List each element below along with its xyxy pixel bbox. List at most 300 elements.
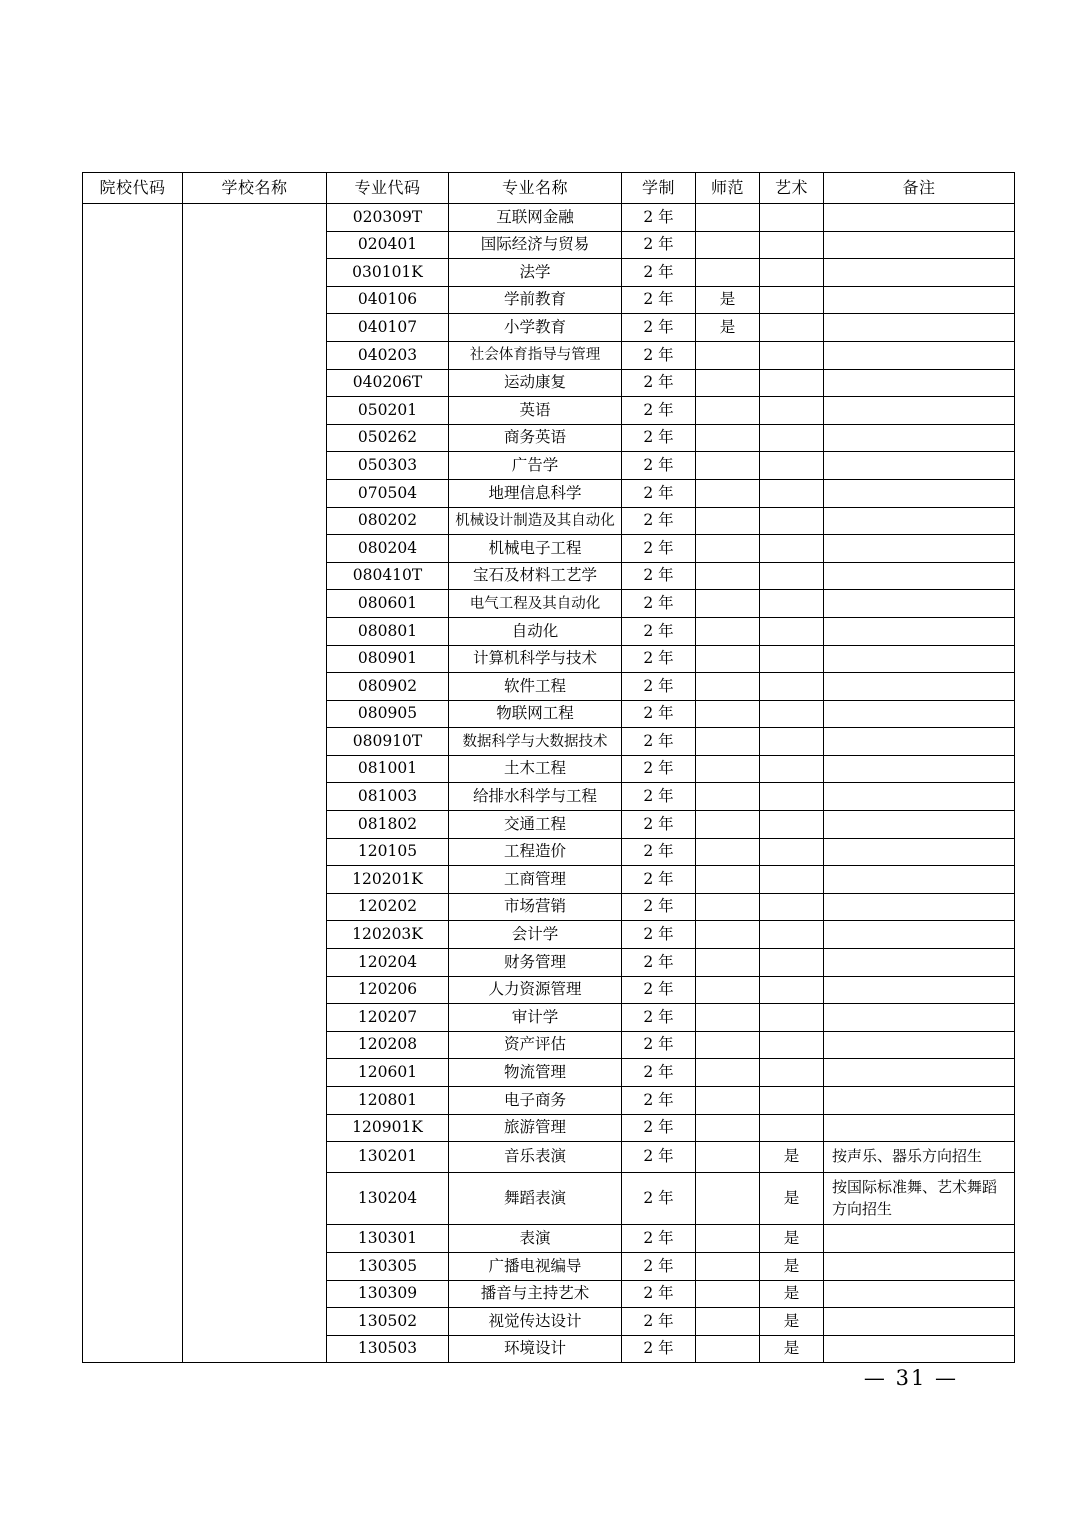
cell-study-length-text: 2 年 xyxy=(643,1284,674,1303)
cell-major-code-text: 120901K xyxy=(352,1118,423,1137)
cell-art xyxy=(760,479,824,507)
cell-normal xyxy=(696,645,760,673)
cell-major-name xyxy=(449,341,622,369)
major-table-container xyxy=(82,172,1014,1363)
cell-remark xyxy=(824,783,1015,811)
cell-major-name-text: 播音与主持艺术 xyxy=(480,1284,590,1303)
cell-normal xyxy=(696,866,760,894)
cell-study-length xyxy=(622,479,696,507)
cell-remark xyxy=(824,1308,1015,1336)
cell-study-length-text: 2 年 xyxy=(643,1229,674,1248)
cell-normal-text xyxy=(696,435,759,441)
cell-major-code xyxy=(327,645,449,673)
cell-major-name xyxy=(449,838,622,866)
cell-normal-text xyxy=(696,352,759,358)
cell-normal xyxy=(696,1225,760,1253)
table-body xyxy=(83,204,1015,1363)
cell-major-code xyxy=(327,728,449,756)
cell-major-code-text: 080801 xyxy=(357,621,418,640)
cell-major-name xyxy=(449,893,622,921)
cell-art-text: 是 xyxy=(783,1256,800,1275)
header-major-code-label: 专业代码 xyxy=(354,178,421,197)
cell-art xyxy=(760,1308,824,1336)
cell-normal-text xyxy=(696,573,759,579)
cell-major-name-text: 社会体育指导与管理 xyxy=(469,347,601,364)
cell-normal xyxy=(696,893,760,921)
cell-art-text xyxy=(760,656,823,662)
cell-major-name xyxy=(449,452,622,480)
cell-major-name xyxy=(449,1087,622,1115)
cell-major-code xyxy=(327,1142,449,1173)
cell-art xyxy=(760,811,824,839)
cell-art-text xyxy=(760,987,823,993)
cell-normal-text xyxy=(696,1263,759,1269)
cell-remark-text xyxy=(824,820,1014,828)
cell-major-name-text: 计算机科学与技术 xyxy=(472,649,597,668)
cell-normal xyxy=(696,507,760,535)
cell-normal xyxy=(696,1114,760,1142)
cell-art-text xyxy=(760,545,823,551)
cell-study-length xyxy=(622,397,696,425)
cell-study-length-text: 2 年 xyxy=(643,1189,674,1207)
cell-remark-text xyxy=(824,876,1014,884)
cell-major-code-text: 130503 xyxy=(357,1339,418,1358)
header-major-name-label: 专业名称 xyxy=(501,178,568,197)
cell-art xyxy=(760,424,824,452)
cell-major-name xyxy=(449,397,622,425)
cell-study-length xyxy=(622,811,696,839)
cell-art xyxy=(760,921,824,949)
cell-major-code-text: 040106 xyxy=(357,290,418,309)
cell-major-name xyxy=(449,286,622,314)
cell-art xyxy=(760,783,824,811)
cell-study-length xyxy=(622,949,696,977)
cell-major-code-text: 080901 xyxy=(357,649,418,668)
cell-major-name xyxy=(449,1059,622,1087)
cell-study-length-text: 2 年 xyxy=(643,814,674,833)
cell-major-name-text: 电气工程及其自动化 xyxy=(469,595,601,612)
cell-major-name xyxy=(449,1253,622,1281)
cell-art-text: 是 xyxy=(783,1147,800,1166)
cell-art-text xyxy=(760,518,823,524)
cell-remark-text xyxy=(824,958,1014,966)
cell-major-name-text: 市场营销 xyxy=(503,897,566,916)
cell-major-code-text: 130309 xyxy=(357,1284,418,1303)
cell-major-code xyxy=(327,507,449,535)
cell-normal xyxy=(696,1335,760,1363)
cell-major-name xyxy=(449,259,622,287)
cell-major-code xyxy=(327,1172,449,1225)
cell-remark-text xyxy=(824,406,1014,414)
cell-art xyxy=(760,341,824,369)
cell-normal-text xyxy=(696,739,759,745)
cell-remark xyxy=(824,314,1015,342)
cell-remark xyxy=(824,341,1015,369)
cell-major-name-text: 交通工程 xyxy=(503,814,566,833)
cell-major-name-text: 物联网工程 xyxy=(496,704,574,723)
cell-art-text xyxy=(760,214,823,220)
cell-study-length-text: 2 年 xyxy=(643,593,674,612)
cell-study-length xyxy=(622,645,696,673)
cell-art-text xyxy=(760,297,823,303)
cell-major-name-text: 土木工程 xyxy=(503,759,566,778)
cell-study-length xyxy=(622,286,696,314)
cell-remark-text xyxy=(824,517,1014,525)
cell-major-code xyxy=(327,314,449,342)
cell-remark-text xyxy=(824,738,1014,746)
cell-remark-text xyxy=(824,682,1014,690)
cell-normal-text: 是 xyxy=(719,317,736,336)
cell-major-code-text: 020401 xyxy=(357,235,418,254)
cell-major-code-text: 120208 xyxy=(357,1035,418,1054)
cell-normal-text xyxy=(696,849,759,855)
cell-normal-text xyxy=(696,269,759,275)
cell-art-text xyxy=(760,683,823,689)
cell-study-length-text: 2 年 xyxy=(643,428,674,447)
cell-normal xyxy=(696,1087,760,1115)
cell-art-text: 是 xyxy=(783,1229,800,1248)
cell-study-length-text: 2 年 xyxy=(643,897,674,916)
cell-normal-text xyxy=(696,628,759,634)
cell-major-code xyxy=(327,617,449,645)
cell-normal xyxy=(696,424,760,452)
cell-remark xyxy=(824,231,1015,259)
cell-remark xyxy=(824,562,1015,590)
cell-art xyxy=(760,1172,824,1225)
cell-remark xyxy=(824,1225,1015,1253)
cell-art-text xyxy=(760,1097,823,1103)
cell-major-name xyxy=(449,507,622,535)
cell-major-name-text: 机械设计制造及其自动化 xyxy=(455,512,615,529)
cell-major-code-text: 080902 xyxy=(357,676,418,695)
cell-art xyxy=(760,452,824,480)
cell-remark xyxy=(824,1253,1015,1281)
cell-study-length-text: 2 年 xyxy=(643,235,674,254)
cell-study-length xyxy=(622,259,696,287)
cell-major-name-text: 会计学 xyxy=(511,925,559,944)
cell-remark xyxy=(824,397,1015,425)
cell-normal xyxy=(696,259,760,287)
cell-normal xyxy=(696,617,760,645)
cell-study-length-text: 2 年 xyxy=(643,704,674,723)
cell-normal-text xyxy=(696,1125,759,1131)
cell-study-length xyxy=(622,893,696,921)
cell-major-code xyxy=(327,1253,449,1281)
cell-normal xyxy=(696,341,760,369)
table-header xyxy=(83,173,1015,204)
cell-art xyxy=(760,397,824,425)
cell-normal xyxy=(696,673,760,701)
cell-remark xyxy=(824,949,1015,977)
cell-major-name xyxy=(449,1280,622,1308)
cell-major-name xyxy=(449,535,622,563)
cell-major-code-text: 130502 xyxy=(357,1311,418,1330)
cell-study-length xyxy=(622,673,696,701)
cell-art xyxy=(760,590,824,618)
cell-study-length-text: 2 年 xyxy=(643,787,674,806)
cell-remark-text xyxy=(824,1318,1014,1326)
cell-normal xyxy=(696,535,760,563)
cell-remark xyxy=(824,673,1015,701)
cell-major-code xyxy=(327,590,449,618)
cell-major-code xyxy=(327,1031,449,1059)
cell-art xyxy=(760,535,824,563)
cell-remark xyxy=(824,811,1015,839)
cell-art-text xyxy=(760,380,823,386)
cell-study-length-text: 2 年 xyxy=(643,676,674,695)
cell-remark-text xyxy=(824,627,1014,635)
cell-major-code xyxy=(327,700,449,728)
cell-remark xyxy=(824,452,1015,480)
cell-art xyxy=(760,838,824,866)
cell-remark xyxy=(824,1031,1015,1059)
cell-study-length-text: 2 年 xyxy=(643,373,674,392)
cell-normal-text xyxy=(696,711,759,717)
cell-remark-text xyxy=(824,986,1014,994)
cell-major-code xyxy=(327,1059,449,1087)
cell-remark xyxy=(824,838,1015,866)
cell-normal-text xyxy=(696,407,759,413)
cell-art xyxy=(760,314,824,342)
cell-major-code xyxy=(327,976,449,1004)
cell-major-code-text: 081001 xyxy=(357,759,418,778)
cell-art-text xyxy=(760,766,823,772)
cell-art-text xyxy=(760,407,823,413)
cell-study-length xyxy=(622,341,696,369)
cell-major-name-text: 法学 xyxy=(519,262,551,281)
cell-major-name-text: 宝石及材料工艺学 xyxy=(472,566,597,585)
cell-art xyxy=(760,507,824,535)
cell-major-name xyxy=(449,1225,622,1253)
cell-study-length xyxy=(622,921,696,949)
cell-major-code-text: 050201 xyxy=(357,400,418,419)
cell-major-code xyxy=(327,1225,449,1253)
cell-normal-text: 是 xyxy=(719,290,736,309)
cell-major-code xyxy=(327,369,449,397)
cell-art xyxy=(760,893,824,921)
cell-art-text: 是 xyxy=(783,1311,800,1330)
cell-major-code-text: 030101K xyxy=(352,262,423,281)
cell-normal xyxy=(696,1142,760,1173)
cell-art-text xyxy=(760,463,823,469)
cell-art xyxy=(760,1087,824,1115)
cell-art xyxy=(760,369,824,397)
cell-remark-text xyxy=(824,1124,1014,1132)
cell-remark xyxy=(824,1172,1015,1225)
cell-major-name-text: 数据科学与大数据技术 xyxy=(462,733,608,750)
cell-normal-text xyxy=(696,1319,759,1325)
cell-normal-text xyxy=(696,932,759,938)
cell-major-code xyxy=(327,1308,449,1336)
cell-normal-text xyxy=(696,766,759,772)
cell-art-text xyxy=(760,794,823,800)
cell-remark-text xyxy=(824,1069,1014,1077)
cell-study-length xyxy=(622,866,696,894)
cell-normal-text xyxy=(696,1042,759,1048)
cell-major-name-text: 视觉传达设计 xyxy=(488,1311,582,1330)
cell-art-text xyxy=(760,352,823,358)
cell-major-name-text: 物流管理 xyxy=(503,1063,566,1082)
cell-study-length xyxy=(622,507,696,535)
cell-study-length xyxy=(622,231,696,259)
cell-remark-text: 按国际标准舞、艺术舞蹈方向招生 xyxy=(832,1177,998,1218)
cell-normal-text xyxy=(696,242,759,248)
cell-normal xyxy=(696,479,760,507)
cell-remark-text xyxy=(824,379,1014,387)
cell-remark xyxy=(824,755,1015,783)
header-major-code xyxy=(327,173,449,204)
cell-study-length xyxy=(622,755,696,783)
cell-major-code xyxy=(327,1087,449,1115)
cell-normal xyxy=(696,1031,760,1059)
cell-major-code xyxy=(327,204,449,232)
cell-major-name-text: 给排水科学与工程 xyxy=(472,787,597,806)
cell-normal xyxy=(696,1059,760,1087)
cell-normal-text xyxy=(696,821,759,827)
cell-study-length-text: 2 年 xyxy=(643,207,674,226)
cell-major-name-text: 财务管理 xyxy=(503,952,566,971)
cell-art-text xyxy=(760,821,823,827)
table-header-row xyxy=(83,173,1015,204)
cell-normal-text xyxy=(696,794,759,800)
cell-major-code-text: 070504 xyxy=(357,483,418,502)
cell-major-name-text: 国际经济与贸易 xyxy=(480,235,590,254)
cell-remark xyxy=(824,1004,1015,1032)
cell-major-name-text: 运动康复 xyxy=(503,373,566,392)
cell-art-text: 是 xyxy=(783,1189,800,1207)
cell-normal xyxy=(696,949,760,977)
cell-normal-text xyxy=(696,1097,759,1103)
cell-remark xyxy=(824,479,1015,507)
cell-study-length xyxy=(622,783,696,811)
cell-remark-text xyxy=(824,1096,1014,1104)
cell-normal xyxy=(696,369,760,397)
cell-art xyxy=(760,1059,824,1087)
cell-remark-text xyxy=(824,351,1014,359)
cell-normal xyxy=(696,314,760,342)
cell-study-length xyxy=(622,1253,696,1281)
cell-art-text xyxy=(760,904,823,910)
cell-study-length xyxy=(622,838,696,866)
cell-normal-text xyxy=(696,518,759,524)
cell-art xyxy=(760,976,824,1004)
cell-normal xyxy=(696,728,760,756)
cell-art-text: 是 xyxy=(783,1284,800,1303)
cell-remark-text xyxy=(824,710,1014,718)
cell-major-code-text: 120206 xyxy=(357,980,418,999)
cell-study-length-text: 2 年 xyxy=(643,538,674,557)
cell-normal-text xyxy=(696,904,759,910)
cell-major-name-text: 英语 xyxy=(519,400,551,419)
cell-remark-text xyxy=(824,324,1014,332)
cell-art-text xyxy=(760,711,823,717)
cell-major-name xyxy=(449,617,622,645)
cell-major-name xyxy=(449,204,622,232)
cell-major-name xyxy=(449,728,622,756)
page-number: — 31 — xyxy=(863,1366,958,1390)
cell-study-length-text: 2 年 xyxy=(643,1256,674,1275)
cell-remark-text xyxy=(824,544,1014,552)
cell-remark-text xyxy=(824,1290,1014,1298)
cell-major-code xyxy=(327,783,449,811)
cell-major-code xyxy=(327,231,449,259)
cell-art xyxy=(760,673,824,701)
cell-normal-text xyxy=(696,601,759,607)
cell-study-length-text: 2 年 xyxy=(643,1035,674,1054)
cell-major-name xyxy=(449,1308,622,1336)
header-remark-label: 备注 xyxy=(902,178,936,197)
cell-remark-text xyxy=(824,241,1014,249)
cell-major-code xyxy=(327,838,449,866)
cell-study-length xyxy=(622,535,696,563)
cell-remark xyxy=(824,507,1015,535)
cell-major-code xyxy=(327,673,449,701)
cell-major-name-text: 商务英语 xyxy=(503,428,566,447)
cell-normal xyxy=(696,700,760,728)
cell-study-length xyxy=(622,1280,696,1308)
cell-study-length xyxy=(622,1087,696,1115)
cell-major-name-text: 小学教育 xyxy=(503,317,566,336)
cell-major-code-text: 040203 xyxy=(357,345,418,364)
cell-major-name xyxy=(449,1335,622,1363)
cell-normal-text xyxy=(696,1346,759,1352)
cell-normal-text xyxy=(696,1070,759,1076)
cell-art xyxy=(760,1280,824,1308)
cell-study-length xyxy=(622,590,696,618)
cell-major-code-text: 020309T xyxy=(352,207,423,226)
cell-remark-text xyxy=(824,296,1014,304)
cell-study-length xyxy=(622,562,696,590)
cell-study-length-text: 2 年 xyxy=(643,483,674,502)
cell-art-text xyxy=(760,573,823,579)
cell-remark-text xyxy=(824,1235,1014,1243)
cell-study-length xyxy=(622,204,696,232)
cell-major-name xyxy=(449,1004,622,1032)
cell-normal xyxy=(696,1280,760,1308)
cell-major-code xyxy=(327,755,449,783)
cell-major-name-text: 电子商务 xyxy=(503,1090,566,1109)
cell-normal xyxy=(696,838,760,866)
cell-major-name-text: 地理信息科学 xyxy=(488,483,582,502)
cell-remark xyxy=(824,204,1015,232)
cell-remark xyxy=(824,728,1015,756)
header-institution-code xyxy=(83,173,183,204)
cell-study-length-text: 2 年 xyxy=(643,1339,674,1358)
cell-remark xyxy=(824,1087,1015,1115)
cell-normal xyxy=(696,397,760,425)
cell-major-code xyxy=(327,921,449,949)
cell-art xyxy=(760,866,824,894)
cell-normal-text xyxy=(696,683,759,689)
cell-art-text xyxy=(760,1015,823,1021)
cell-major-code-text: 080905 xyxy=(357,704,418,723)
cell-major-code xyxy=(327,949,449,977)
cell-study-length-text: 2 年 xyxy=(643,759,674,778)
cell-art-text xyxy=(760,1125,823,1131)
cell-normal-text xyxy=(696,1015,759,1021)
cell-normal-text xyxy=(696,463,759,469)
cell-major-name xyxy=(449,976,622,1004)
cell-study-length-text: 2 年 xyxy=(643,566,674,585)
cell-remark xyxy=(824,617,1015,645)
header-study-length-label: 学制 xyxy=(641,178,675,197)
cell-major-code-text: 080202 xyxy=(357,511,418,530)
cell-remark-text xyxy=(824,489,1014,497)
cell-remark xyxy=(824,535,1015,563)
cell-major-name-text: 环境设计 xyxy=(503,1339,566,1358)
cell-normal-text xyxy=(696,490,759,496)
cell-major-code-text: 120202 xyxy=(357,897,418,916)
